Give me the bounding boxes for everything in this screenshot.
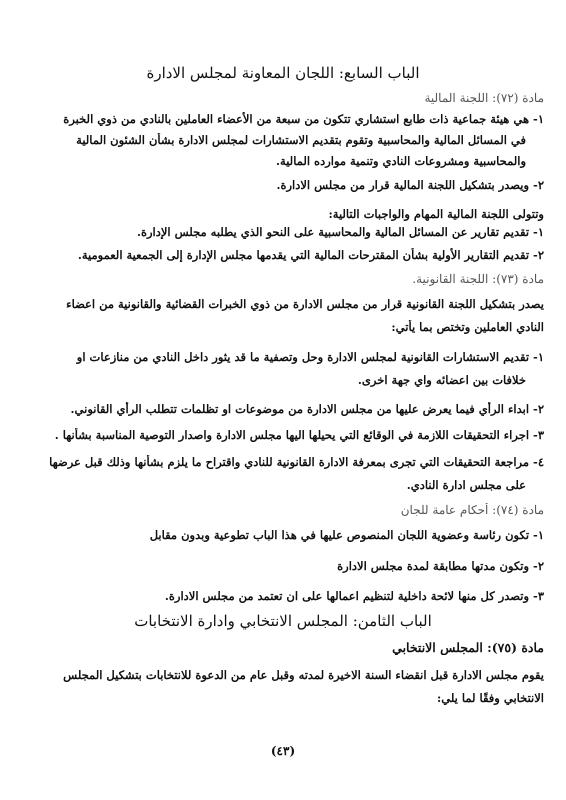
article-72-para1-line3: والمحاسبية ومشروعات النادي وتنمية موارده المالية.	[276, 154, 526, 168]
article-74-item1: ١- تكون رئاسة وعضوية اللجان المنصوص عليها في هذا الباب تطوعية وبدون مقابل	[149, 528, 544, 542]
article-73-item1-line2: خلافات بين اعضائه واي جهة اخرى.	[357, 373, 526, 387]
article-75-text-line2: الانتخابي وفقًا لما يلي:	[436, 691, 544, 705]
article-72-heading: مادة (٧٢): اللجنة المالية	[424, 91, 544, 105]
article-72-duties-intro: وتتولى اللجنة المالية المهام والواجبات التالية:	[328, 207, 544, 221]
article-72-duty-1: ١- تقديم تقارير عن المسائل المالية والمحاسبية على النحو الذي يطلبه مجلس الإدارة.	[136, 225, 544, 239]
article-73-item1-line1: ١- تقديم الاستشارات القانونية لمجلس الادارة وحل وتصفية ما قد يثور داخل النادي من منازعات او	[76, 350, 544, 364]
article-72-para2: ٢- ويصدر بتشكيل اللجنة المالية قرار من مجلس الادارة.	[276, 178, 544, 192]
article-73-intro-line2: النادي العاملين وتختص بما يأتي:	[391, 320, 544, 334]
article-73-item4-line1: ٤- مراجعة التحقيقات التي تجرى بمعرفة الادارة القانونية للنادي واقتراح ما يلزم بشأنها وذلك قبل عرضها	[49, 455, 544, 469]
article-73-item2: ٢- ابداء الرأي فيما يعرض عليها من مجلس الادارة من موضوعات او تظلمات تتطلب الرأي القانوني.	[70, 402, 544, 416]
article-74-item2: ٢- وتكون مدتها مطابقة لمدة مجلس الادارة	[337, 559, 544, 573]
article-72-duty-2: ٢- تقديم التقارير الأولية بشأن المقترحات المالية التي يقدمها مجلس الإدارة إلى الجمعية العمومية.	[77, 248, 544, 262]
article-75-heading: مادة (٧٥): المجلس الانتخابي	[392, 640, 544, 655]
article-75-text-line1: يقوم مجلس الادارة قبل انقضاء السنة الاخيرة لمدته وقبل عام من الدعوة للانتخابات بتشكيل المجلس	[63, 668, 544, 682]
article-72-para1-line1: ١- هي هيئة جماعية ذات طابع استشاري تتكون من سبعة من الأعضاء العاملين بالنادي من ذوي الخبرة	[63, 112, 544, 126]
article-73-item3: ٣- اجراء التحقيقات اللازمة في الوقائع التي يحيلها اليها مجلس الادارة واصدار التوصية المناسبة بشأنها .	[54, 428, 544, 442]
article-73-heading: مادة (٧٣): اللجنة القانونية.	[412, 272, 544, 286]
page-number: (٤٣)	[270, 744, 296, 758]
article-73-intro-line1: يصدر بتشكيل اللجنة القانونية قرار من مجلس الادارة من ذوي الخبرات القضائية والقانونية من اعضاء	[66, 297, 544, 311]
chapter-eight-title: الباب الثامن: المجلس الانتخابي وادارة الانتخابات	[134, 612, 432, 630]
article-73-item4-line2: على مجلس ادارة النادي.	[406, 478, 526, 492]
chapter-seven-title: الباب السابع: اللجان المعاونة لمجلس الادارة	[146, 64, 420, 82]
article-74-item3: ٣- وتصدر كل منها لائحة داخلية لتنظيم اعمالها على ان تعتمد من مجلس الادارة.	[164, 589, 544, 603]
article-72-para1-line2: في المسائل المالية والمحاسبية وتقوم بتقديم الاستشارات لمجلس الادارة بشأن الشئون المالية	[76, 133, 526, 147]
article-74-heading: مادة (٧٤): أحكام عامة للجان	[400, 503, 544, 517]
